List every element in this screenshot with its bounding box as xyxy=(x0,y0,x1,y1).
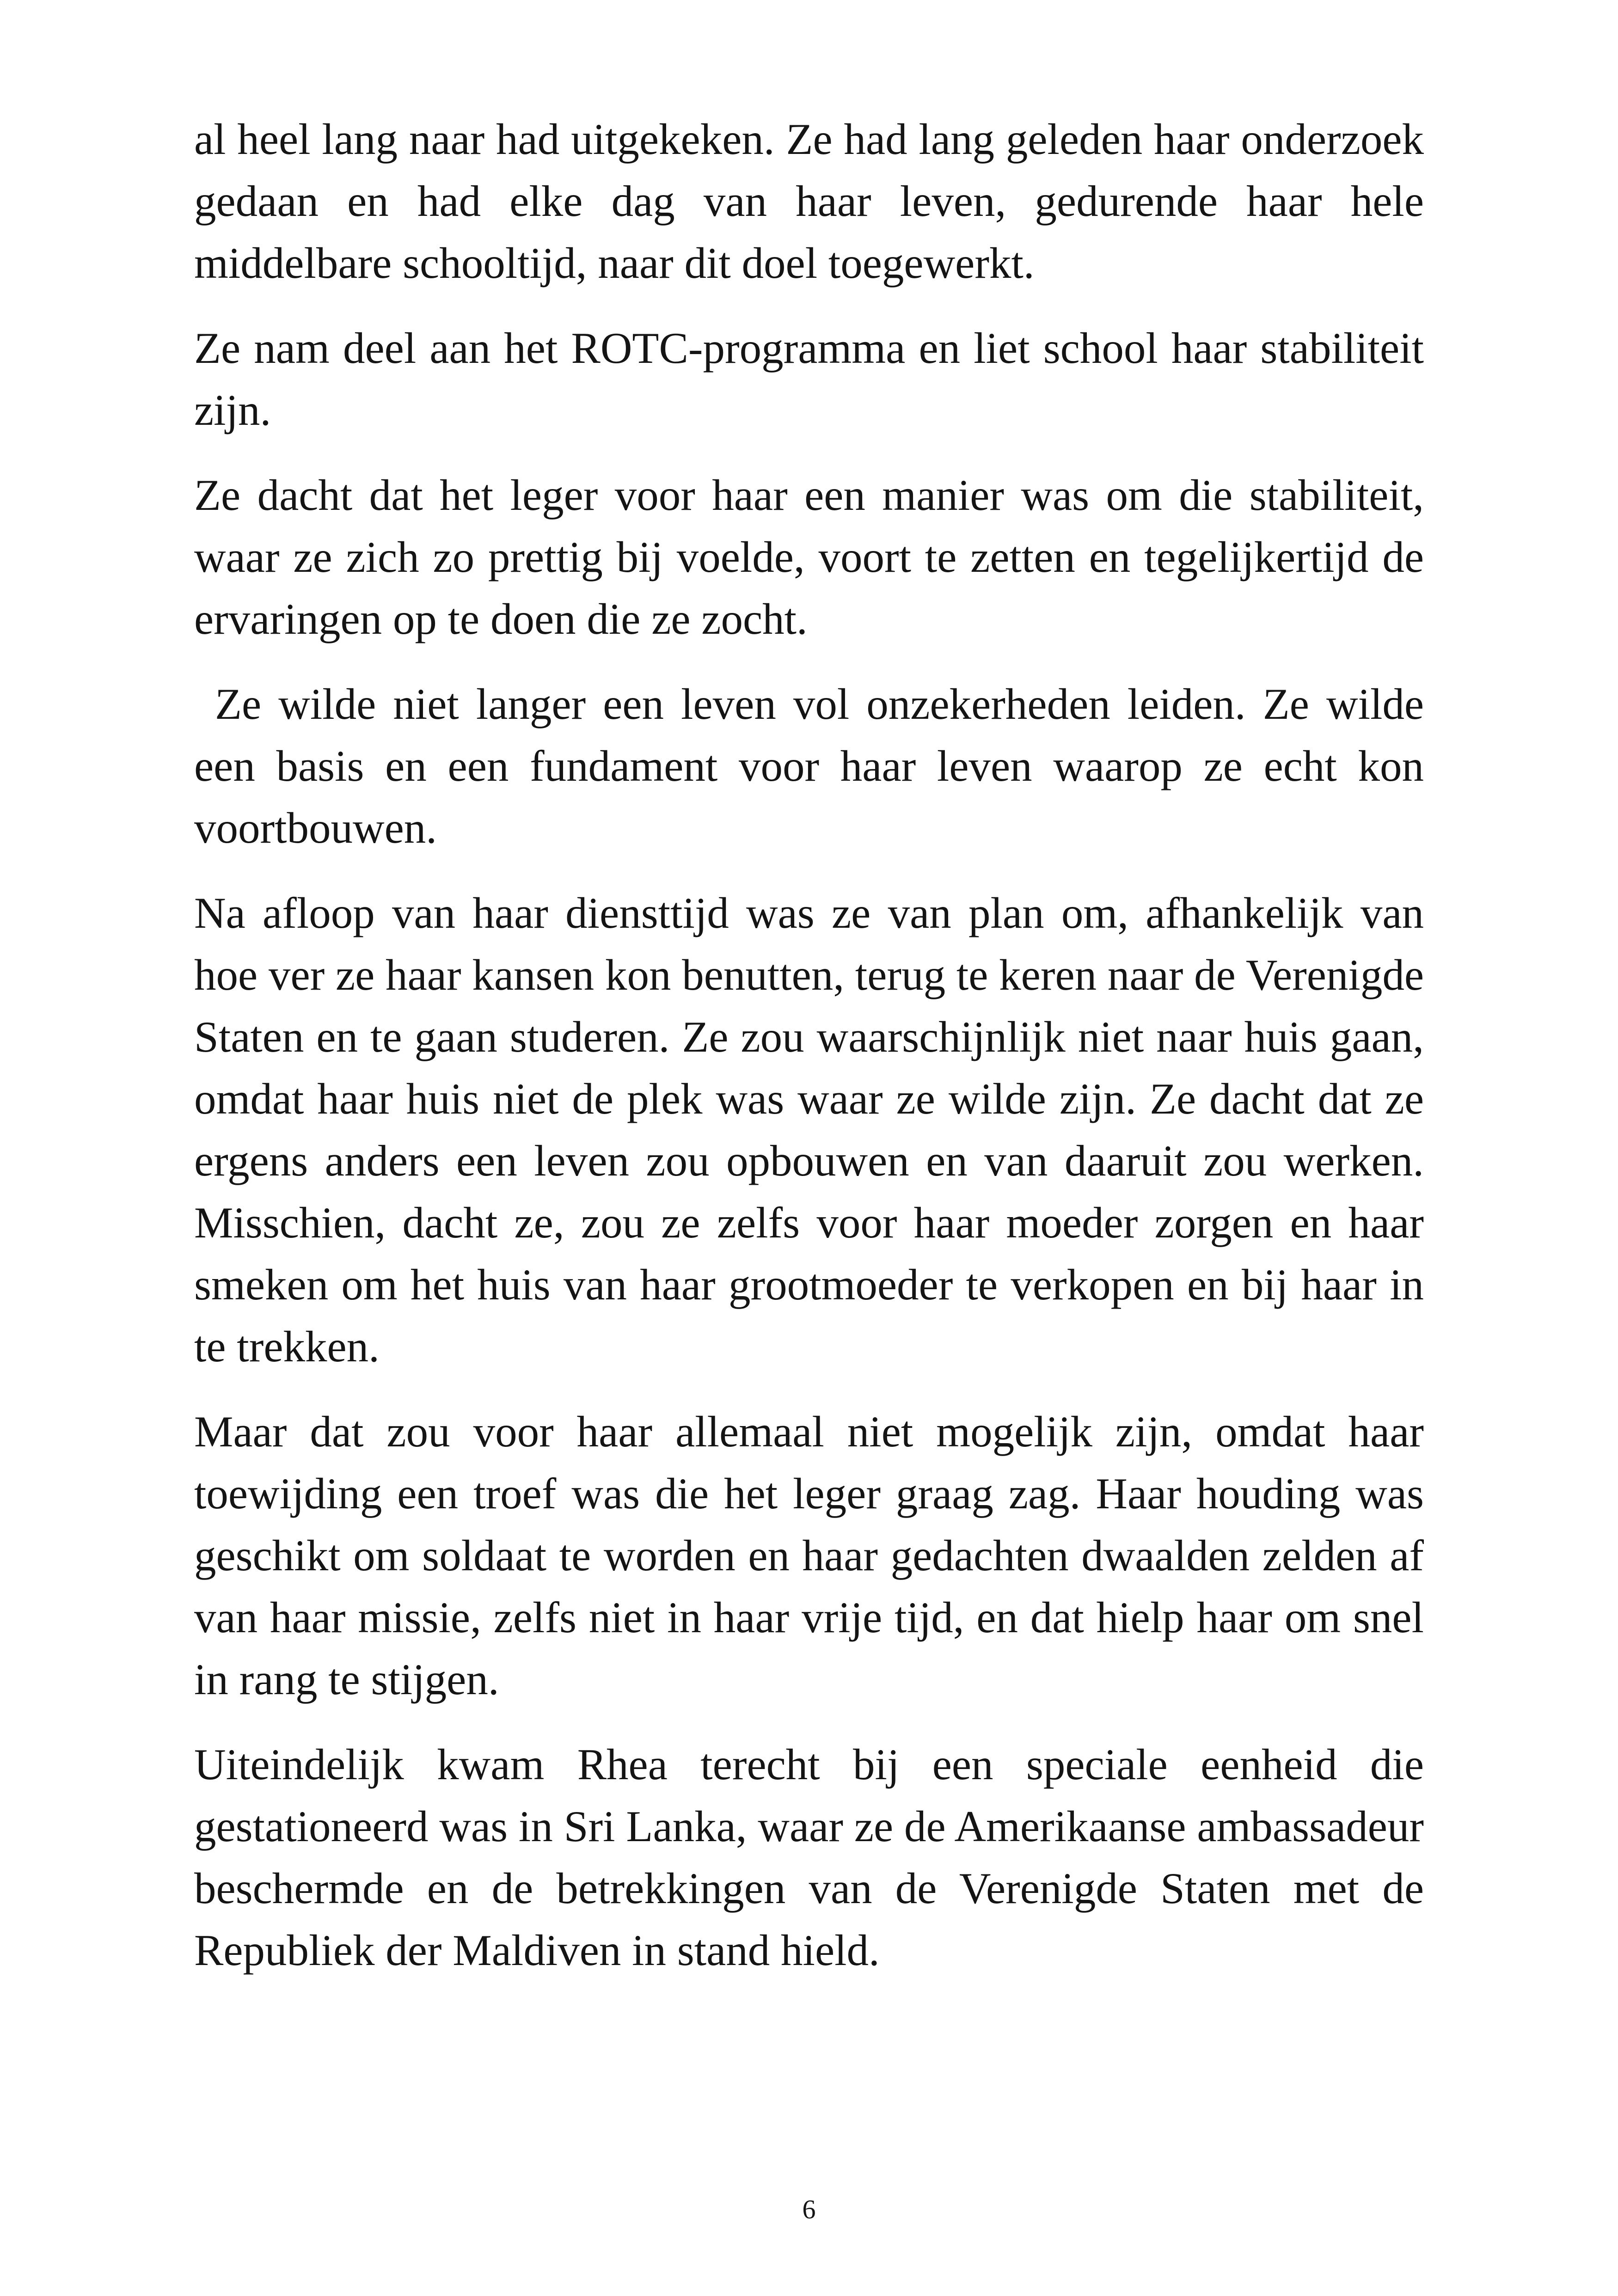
paragraph-7: Uiteindelijk kwam Rhea terecht bij een speciale eenheid die gestationeerd was in Sri Lanka, waar ze de Amerikaanse ambassadeur beschermde en de betrekkingen van de Verenigde Staten met de Republiek der Maldiven in stand hield. xyxy=(194,1740,1424,1975)
paragraph-6: Maar dat zou voor haar allemaal niet mogelijk zijn, omdat haar toewijding een troef was die het leger graag zag. Haar houding was geschikt om soldaat te worden en haar gedachten dwaalden zelden af van haar missie, zelfs niet in haar vrije tijd, en dat hielp haar om snel in rang te stijgen. xyxy=(194,1407,1424,1704)
paragraph-5: Na afloop van haar diensttijd was ze van plan om, afhankelijk van hoe ver ze haar kansen kon benutten, terug te keren naar de Verenigde Staten en te gaan studeren. Ze zou waarschijnlijk niet naar huis gaan, omdat haar huis niet de plek was waar ze wilde zijn. Ze dacht dat ze ergens anders een leven zou opbouwen en van daaruit zou werken. Misschien, dacht ze, zou ze zelfs voor haar moeder zorgen en haar smeken om het huis van haar grootmoeder te verkopen en bij haar in te trekken. xyxy=(194,888,1424,1371)
paragraph-1: al heel lang naar had uitgekeken. Ze had lang geleden haar onderzoek gedaan en had elke dag van haar leven, gedurende haar hele middelbare schooltijd, naar dit doel toegewerkt. xyxy=(194,115,1424,288)
page-number: 6 xyxy=(802,2194,816,2224)
paragraph-4: Ze wilde niet langer een leven vol onzekerheden leiden. Ze wilde een basis en een fundament voor haar leven waarop ze echt kon voortbouwen. xyxy=(194,680,1424,852)
paragraph-3: Ze dacht dat het leger voor haar een manier was om die stabiliteit, waar ze zich zo prettig bij voelde, voort te zetten en tegelijkertijd de ervaringen op te doen die ze zocht. xyxy=(194,471,1424,643)
page-text-column xyxy=(194,108,1424,2004)
paragraph-2: Ze nam deel aan het ROTC-programma en liet school haar stabiliteit zijn. xyxy=(194,324,1424,435)
